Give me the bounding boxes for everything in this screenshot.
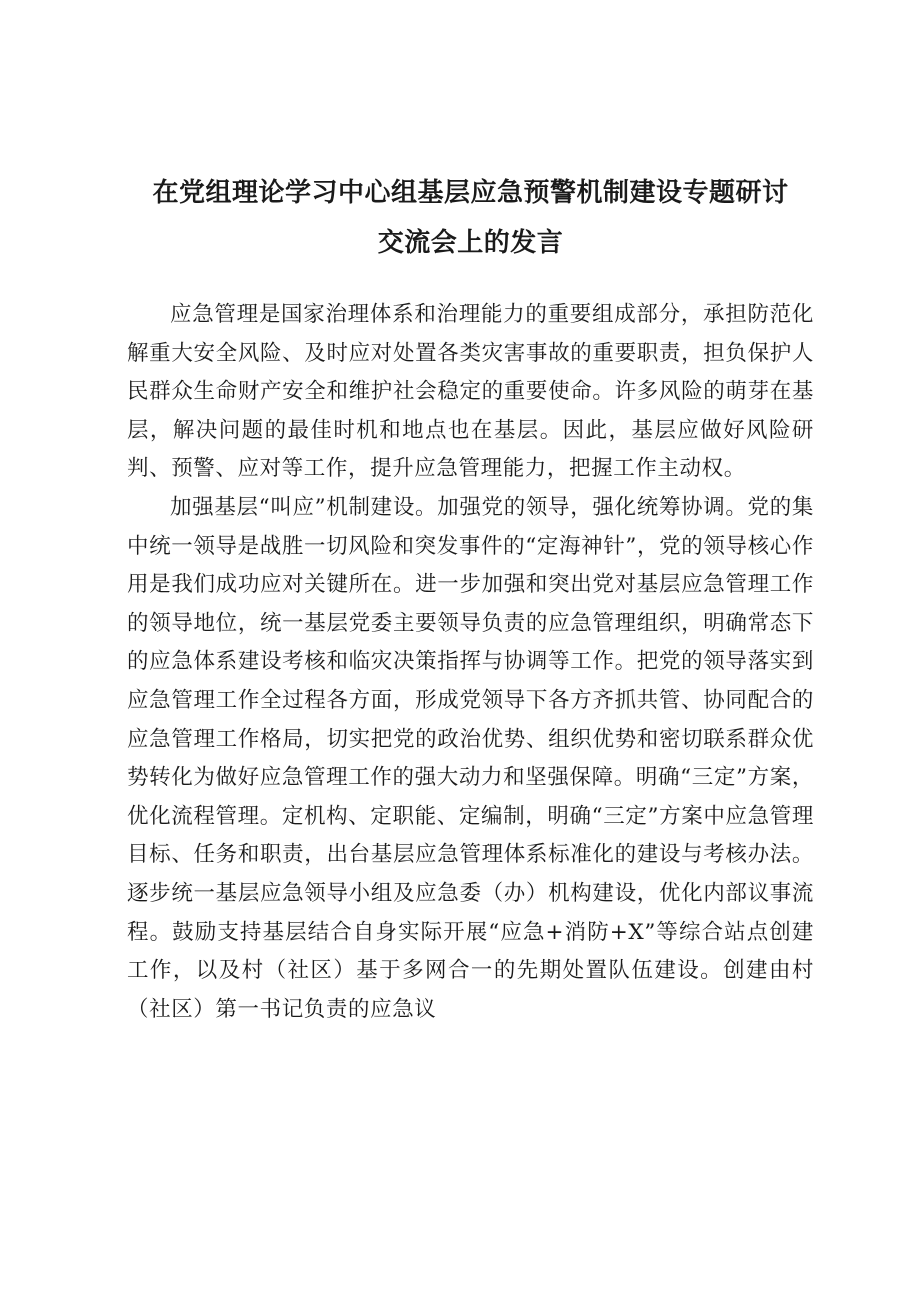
body-paragraph-1: 应急管理是国家治理体系和治理能力的重要组成部分，承担防范化解重大安全风险、及时应对处置各类灾害事故的重要职责，担负保护人民群众生命财产安全和维护社会稳定的重要使命。许多风险的萌芽在基层，解决问题的最佳时机和地点也在基层。因此，基层应做好风险研判、预警、应对等工作，提升应急管理能力，把握工作主动权。 bbox=[127, 302, 814, 482]
document-title bbox=[127, 168, 814, 268]
title-line-2: 交流会上的发言 bbox=[377, 228, 564, 258]
body-paragraph-2: 加强基层“叫应”机制建设。加强党的领导，强化统筹协调。党的集中统一领导是战胜一切风险和突发事件的“定海神针”，党的领导核心作用是我们成功应对关键所在。进一步加强和突出党对基层应急管理工作的领导地位，统一基层党委主要领导负责的应急管理组织，明确常态下的应急体系建设考核和临灾决策指挥与协调等工作。把党的领导落实到应急管理工作全过程各方面，形成党领导下各方齐抓共管、协同配合的应急管理工作格局，切实把党的政治优势、组织优势和密切联系群众优势转化为做好应急管理工作的强大动力和坚强保障。明确“三定”方案，优化流程管理。定机构、定职能、定编制，明确“三定”方案中应急管理目标、任务和职责，出台基层应急管理体系标准化的建设与考核办法。逐步统一基层应急领导小组及应急委（办）机构建设，优化内部议事流程。鼓励支持基层结合自身实际开展“应急+消防+X”等综合站点创建工作，以及村（社区）基于多网合一的先期处置队伍建设。创建由村（社区）第一书记负责的应急议 bbox=[127, 494, 814, 1022]
title-line-1: 在党组理论学习中心组基层应急预警机制建设专题研讨 bbox=[152, 178, 789, 208]
